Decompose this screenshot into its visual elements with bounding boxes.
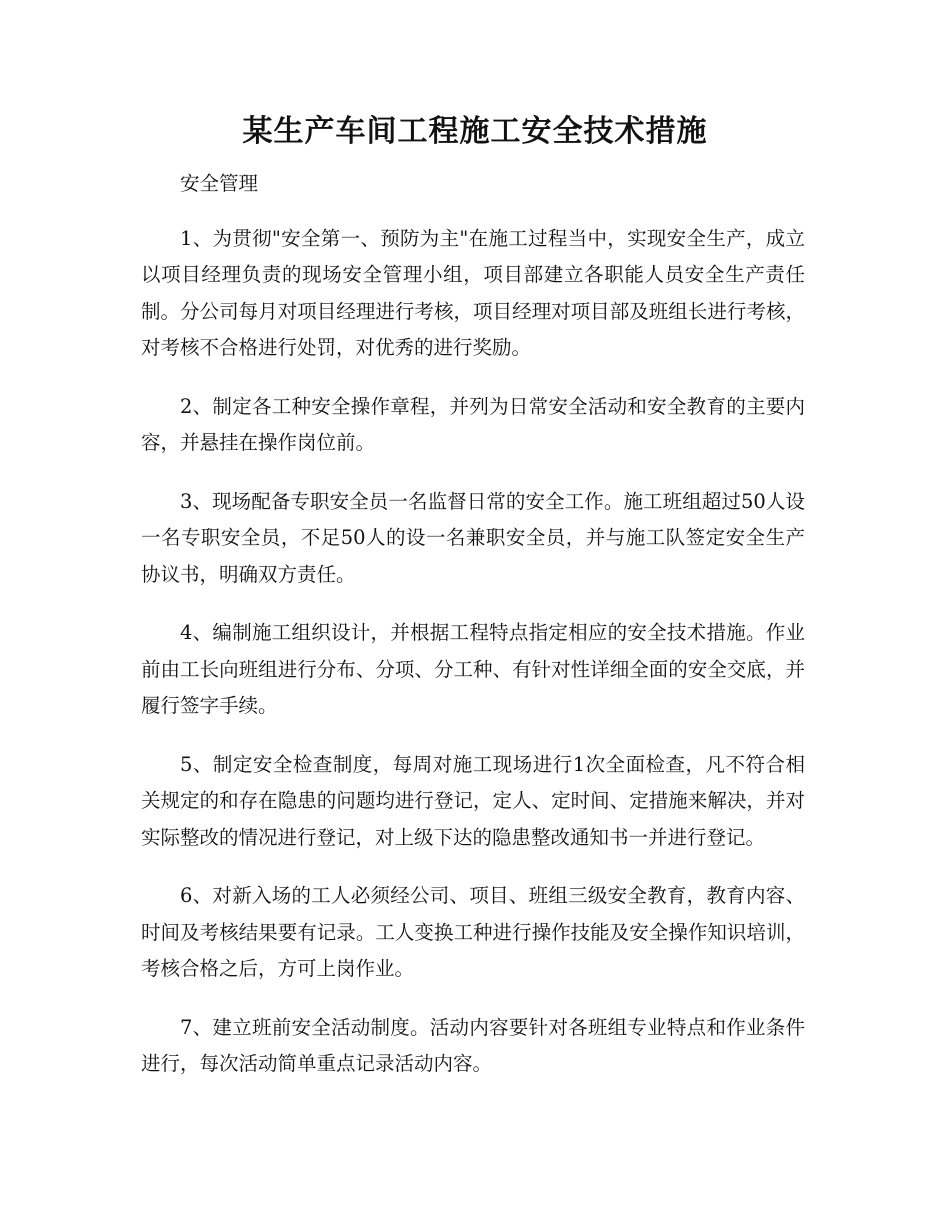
paragraph-4: 4、编制施工组织设计，并根据工程特点指定相应的安全技术措施。作业前由工长向班组进行分布、分项、分工种、有针对性详细全面的安全交底，并履行签字手续。: [141, 621, 805, 717]
paragraph-7: 7、建立班前安全活动制度。活动内容要针对各班组专业特点和作业条件进行，每次活动简单重点记录活动内容。: [141, 1015, 805, 1075]
section-heading: 安全管理: [180, 172, 259, 195]
paragraph-3: 3、现场配备专职安全员一名监督日常的安全工作。施工班组超过50人设一名专职安全员，不足50人的设一名兼职安全员，并与施工队签定安全生产协议书，明确双方责任。: [141, 489, 805, 586]
paragraph-5: 5、制定安全检查制度，每周对施工现场进行1次全面检查，凡不符合相关规定的和存在隐患的问题均进行登记，定人、定时间、定措施来解决，并对实际整改的情况进行登记，对上级下达的隐患整改通知书一并进行登记。: [141, 752, 805, 849]
paragraph-6: 6、对新入场的工人必须经公司、项目、班组三级安全教育，教育内容、时间及考核结果要有记录。工人变换工种进行操作技能及安全操作知识培训，考核合格之后，方可上岗作业。: [141, 884, 805, 980]
document-body: [141, 166, 805, 1105]
document-title: 某生产车间工程施工安全技术措施: [242, 114, 708, 149]
paragraph-1: 1、为贯彻"安全第一、预防为主"在施工过程当中，实现安全生产，成立以项目经理负责的现场安全管理小组，项目部建立各职能人员安全生产责任制。分公司每月对项目经理进行考核，项目经理对项目部及班组长进行考核，对考核不合格进行处罚，对优秀的进行奖励。: [141, 226, 805, 359]
paragraph-2: 2、制定各工种安全操作章程，并列为日常安全活动和安全教育的主要内容，并悬挂在操作岗位前。: [141, 394, 805, 454]
